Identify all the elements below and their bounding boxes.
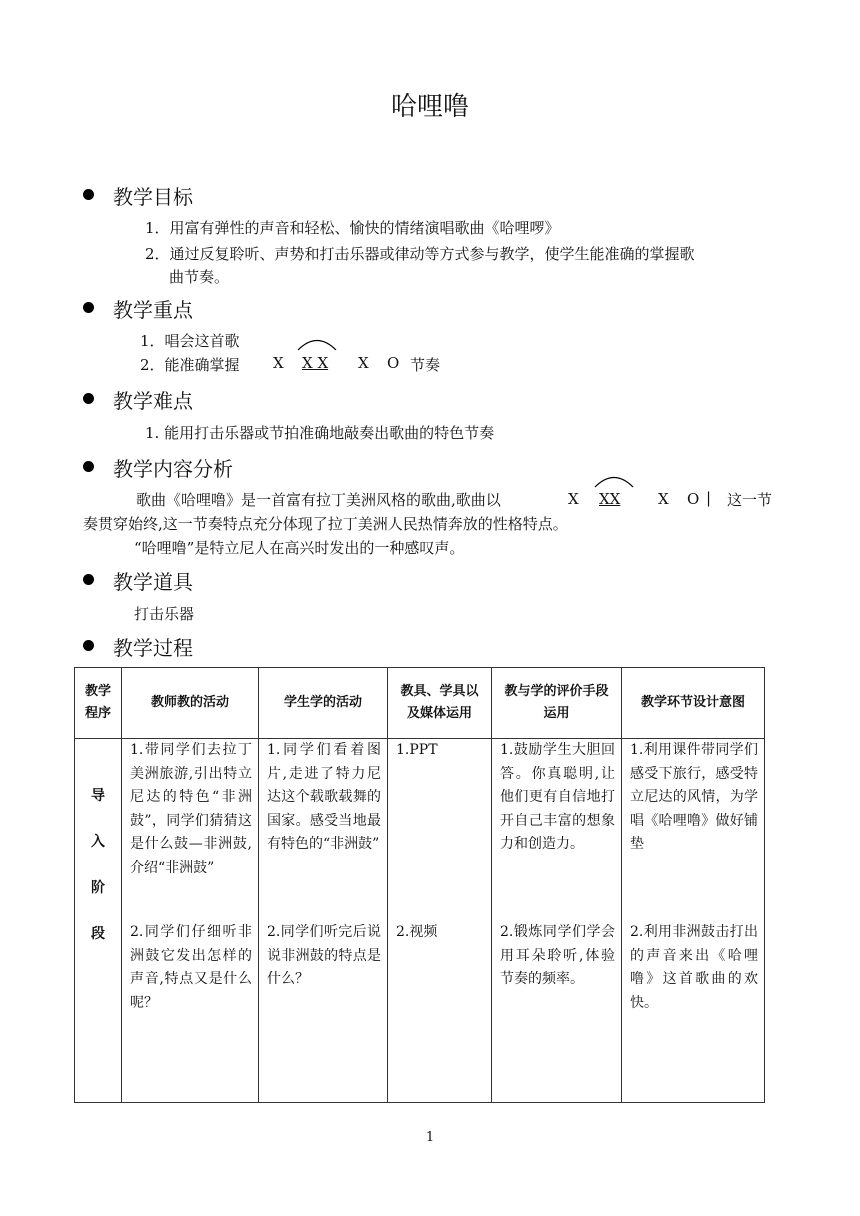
bullet-props [83,574,94,585]
teacher-activity-1: 1.带同学们去拉丁美洲旅游,引出特立尼达的特色“非洲鼓”，同学们猜猜这是什么鼓—非洲鼓,介绍“非洲鼓” [130,742,252,876]
tie-arc-icon [296,337,338,351]
heading-focus: 教学重点 [113,298,193,322]
teacher-activity-2: 2.同学们仔细听非洲鼓它发出怎样的声音,特点又是什么呢？ [130,924,252,1011]
props-item: 打击乐器 [134,605,195,623]
media-1: 1.PPT [396,742,438,758]
heading-process: 教学过程 [113,636,193,660]
analysis-rhythm-xx: XX [599,490,621,508]
bullet-objectives [83,189,94,200]
media-cell [388,739,492,1103]
objective-item-2: 2．通过反复聆听、声势和打击乐器或律动等方式参与教学，使学生能准确的掌握歌 [145,245,695,263]
intent-1: 1.利用课件带同学们感受下旅行，感受特立尼达的风情，为学唱《哈哩噜》做好铺垫 [630,742,758,852]
heading-analysis: 教学内容分析 [113,457,233,481]
teacher-cell [122,739,259,1103]
tie-arc-icon-2 [593,474,635,488]
table-header-row [75,668,765,739]
intent-2: 2.利用非洲鼓击打出的声音来出《哈哩噜》这首歌曲的欢快。 [630,924,758,1011]
header-stage: 教学程序 [75,668,122,739]
student-activity-2: 2.同学们听完后说说非洲鼓的特点是什么？ [267,924,381,987]
header-evaluation: 教与学的评价手段运用 [492,668,622,739]
page-number: 1 [425,1130,435,1145]
stage-cell [75,739,122,1103]
media-2: 2.视频 [396,924,438,940]
heading-objectives: 教学目标 [113,185,193,209]
focus-item-2: 2．能准确掌握 [140,356,240,374]
evaluation-cell [492,739,622,1103]
table-row [75,739,765,1103]
focus-rhythm-x1: X [273,354,284,372]
process-table [74,667,765,1103]
evaluation-1: 1.鼓励学生大胆回答。你真聪明,让他们更有自信地打开自己丰富的想象力和创造力。 [500,742,615,852]
heading-props: 教学道具 [113,570,193,594]
difficulty-item-1: 1. 能用打击乐器或节拍准确地敲奏出歌曲的特色节奏 [145,424,495,442]
analysis-rhythm-o: O [687,490,700,508]
analysis-para-2: “哈哩噜”是特立尼人在高兴时发出的一种感叹声。 [134,539,465,557]
focus-item-1: 1．唱会这首歌 [140,332,240,350]
student-cell [259,739,388,1103]
analysis-para-1b: 奏贯穿始终,这一节奏特点充分体现了拉丁美洲人民热情奔放的性格特点。 [83,515,568,533]
stage-label: 导 入 阶 段 [91,788,105,942]
header-media: 教具、学具以及媒体运用 [388,668,492,739]
bullet-difficulty [83,393,94,404]
focus-rhythm-suffix: 节奏 [410,356,441,374]
analysis-rhythm-bar: | [706,489,712,507]
objective-item-2-cont: 曲节奏。 [169,268,230,286]
student-activity-1: 1.同学们看着图片,走进了特力尼达这个载歌载舞的国家。感受当地最有特色的“非洲鼓” [267,742,381,852]
heading-difficulty: 教学难点 [113,389,193,413]
evaluation-2: 2.锻炼同学们学会用耳朵聆听,体验节奏的频率。 [500,924,615,987]
focus-rhythm-x2: X [358,354,369,372]
header-student: 学生学的活动 [259,668,388,739]
analysis-rhythm-x2: X [658,490,669,508]
focus-rhythm-xx: X X [302,354,329,372]
analysis-rhythm-x1: X [568,490,579,508]
intent-cell [622,739,765,1103]
header-teacher: 教师教的活动 [122,668,259,739]
bullet-analysis [83,461,94,472]
header-intent: 教学环节设计意图 [622,668,765,739]
focus-rhythm-o: O [387,354,400,372]
analysis-para-1a: 歌曲《哈哩噜》是一首富有拉丁美洲风格的歌曲,歌曲以 [136,491,501,509]
bullet-focus [83,302,94,313]
bullet-process [83,640,94,651]
objective-item-1: 1．用富有弹性的声音和轻松、愉快的情绪演唱歌曲《哈哩啰》 [145,219,560,237]
analysis-rhythm-suffix: 这一节 [727,491,773,509]
page-title: 哈哩噜 [390,92,469,122]
